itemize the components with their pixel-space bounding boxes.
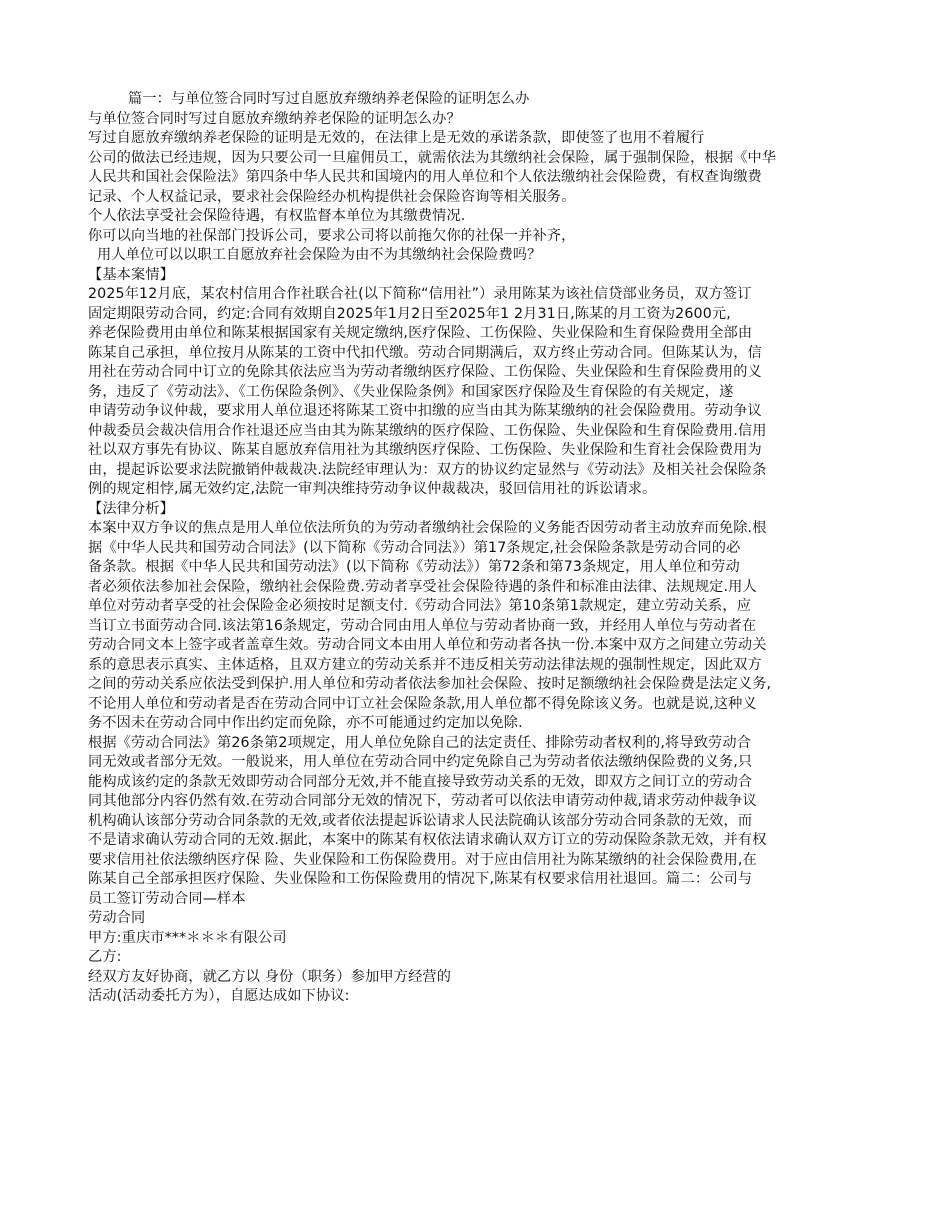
text-line: 要求信用社依法缴纳医疗保 险、失业保险和工伤保险费用。对于应由信用社为陈某缴纳的社会保险费用,在 [88, 851, 757, 868]
text-line: 人民共和国社会保险法》第四条中华人民共和国境内的用人单位和个人依法缴纳社会保险费，有权查询缴费 [88, 169, 762, 185]
text-line: 甲方:重庆市***＊＊＊有限公司 [88, 929, 287, 946]
text-line: 由，提起诉讼要求法院撤销仲裁裁决.法院经审理认为：双方的协议约定显然与《劳动法》及相关社会保险条 [88, 461, 767, 478]
text-line: 你可以向当地的社保部门投诉公司，要求公司将以前拖欠你的社保一并补齐， [88, 227, 576, 244]
text-line: 陈某自己全部承担医疗保险、失业保险和工伤保险费用的情况下,陈某有权要求信用社退回。篇二：公司与 [88, 871, 753, 887]
text-line: 单位对劳动者享受的社会保险金必须按时足额支付.《劳动合同法》第10条第1款规定，建立劳动关系，应 [88, 598, 752, 614]
text-line: 例的规定相悖,属无效约定,法院一审判决维持劳动争议仲裁裁决，驳回信用社的诉讼请求。 [88, 481, 657, 497]
text-line: 能构成该约定的条款无效即劳动合同部分无效,并不能直接导致劳动关系的无效，即双方之间订立的劳动合 [88, 773, 753, 790]
document-heading: 篇一：与单位签合同时写过自愿放弃缴纳养老保险的证明怎么办 [128, 91, 530, 107]
text-line: 当订立书面劳动合同.该法第16条规定，劳动合同由用人单位与劳动者协商一致，并经用人单位与劳动者在 [88, 617, 757, 634]
text-line: 固定期限劳动合同，约定:合同有效期自2025年1月2日至2025年1 2月31日,陈某的月工资为2600元, [88, 305, 731, 322]
text-line: 同其他部分内容仍然有效.在劳动合同部分无效的情况下，劳动者可以依法申请劳动仲裁,请求劳动仲裁争议 [88, 793, 757, 809]
text-line: 根据《劳动合同法》第26条第2项规定，用人单位免除自己的法定责任、排除劳动者权利的,将导致劳动合 [88, 734, 752, 751]
text-line: 系的意思表示真实、主体适格，且双方建立的劳动关系并不违反相关劳动法律法规的强制性规定，因此双方 [88, 656, 762, 673]
text-line: 乙方: [88, 949, 122, 965]
text-line: 据《中华人民共和国劳动合同法》(以下简称《劳动合同法》）第17条规定,社会保险条款是劳动合同的必 [88, 539, 741, 556]
text-line: 备条款。根据《中华人民共和国劳动法》(以下简称《劳动法》）第72条和第73条规定，用人单位和劳动 [88, 559, 740, 575]
text-line: 陈某自己承担，单位按月从陈某的工资中代扣代缴。劳动合同期满后，双方终止劳动合同。但陈某认为，信 [88, 344, 762, 361]
text-line: 员工签订劳动合同—样本 [88, 890, 246, 907]
text-line: 养老保险费用由单位和陈某根据国家有关规定缴纳,医疗保险、工伤保险、失业保险和生育保险费用全部由 [88, 325, 753, 341]
text-line: 【法律分析】 [88, 500, 175, 517]
text-line: 经双方友好协商，就乙方以 身份（职务）参加甲方经营的 [88, 968, 452, 985]
text-line: 2025年12月底，某农村信用合作社联合社(以下简称“信用社”）录用陈某为该社信贷部业务员，双方签订 [88, 286, 752, 302]
text-line: 务，违反了《劳动法》、《工伤保险条例》、《失业保险条例》和国家医疗保险及生育保险的有关规定，遂 [88, 383, 734, 400]
text-line: 机构确认该部分劳动合同条款的无效,或者依法提起诉讼请求人民法院确认该部分劳动合同条款的无效，而 [88, 812, 753, 829]
text-line: 同无效或者部分无效。一般说来，用人单位在劳动合同中约定免除自己为劳动者依法缴纳保险费的义务,只 [88, 754, 753, 770]
text-line: 用社在劳动合同中订立的免除其依法应当为劳动者缴纳医疗保险、工伤保险、失业保险和生育保险费用的义 [88, 364, 762, 380]
text-line: 个人依法享受社会保险待遇，有权监督本单位为其缴费情况. [88, 208, 466, 224]
text-line: 记录、个人权益记录，要求社会保险经办机构提供社会保险咨询等相关服务。 [88, 188, 576, 205]
text-line: 仲裁委员会裁决信用合作社退还应当由其为陈某缴纳的医疗保险、工伤保险、失业保险和生育保险费用.信用 [88, 422, 767, 439]
document-body [88, 90, 863, 1007]
text-line: 活动(活动委托方为），自愿达成如下协议: [88, 988, 350, 1004]
text-line: 务不因未在劳动合同中作出约定而免除，亦不可能通过约定加以免除. [88, 715, 523, 731]
text-line: 不论用人单位和劳动者是否在劳动合同中订立社会保险条款,用人单位都不得免除该义务。也就是说,这种义 [88, 695, 757, 712]
text-line: 与单位签合同时写过自愿放弃缴纳养老保险的证明怎么办？ [88, 110, 461, 127]
text-line: 劳动合同 [88, 910, 146, 926]
text-line: 之间的劳动关系应依法受到保护.用人单位和劳动者依法参加社会保险、按时足额缴纳社会保险费是法定义务, [88, 676, 772, 692]
text-line: 社以双方事先有协议、陈某自愿放弃信用社为其缴纳医疗保险、工伤保险、失业保险和生育社会保险费用为 [88, 442, 762, 458]
text-line: 不是请求确认劳动合同的无效.据此，本案中的陈某有权依法请求确认双方订立的劳动保险条款无效，并有权 [88, 832, 767, 848]
text-line: 写过自愿放弃缴纳养老保险的证明是无效的，在法律上是无效的承诺条款，即使签了也用不着履行 [88, 130, 705, 146]
text-line: 公司的做法已经违规，因为只要公司一旦雇佣员工，就需依法为其缴纳社会保险，属于强制保险，根据《中华 [88, 149, 777, 166]
text-line: 【基本案情】 [88, 266, 175, 283]
text-line: 者必须依法参加社会保险，缴纳社会保险费.劳动者享受社会保险待遇的条件和标准由法律、法规规定.用人 [88, 578, 757, 595]
text-line: 本案中双方争议的焦点是用人单位依法所负的为劳动者缴纳社会保险的义务能否因劳动者主动放弃而免除.根 [88, 520, 767, 536]
text-line: 申请劳动争议仲裁，要求用人单位退还将陈某工资中扣缴的应当由其为陈某缴纳的社会保险费用。劳动争议 [88, 403, 762, 419]
text-line: 劳动合同文本上签字或者盖章生效。劳动合同文本由用人单位和劳动者各执一份.本案中双方之间建立劳动关 [88, 637, 767, 653]
text-line: 用人单位可以以职工自愿放弃社会保险为由不为其缴纳社会保险费吗？ [97, 247, 542, 263]
